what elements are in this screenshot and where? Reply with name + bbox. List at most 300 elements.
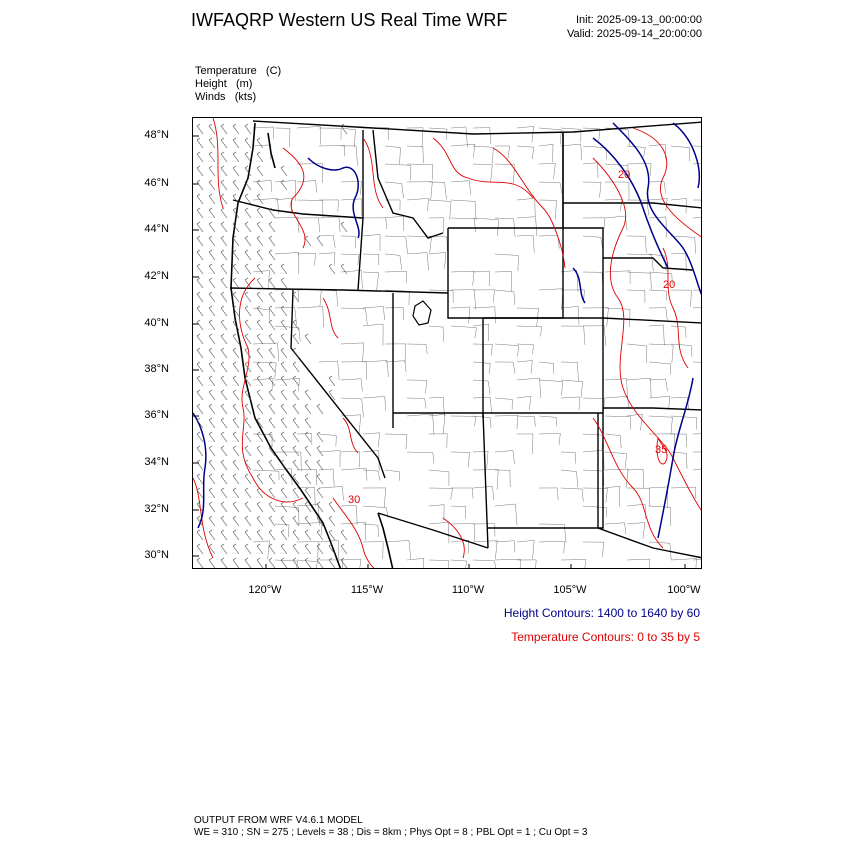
- wind-barb: [305, 418, 311, 428]
- county-line: [429, 560, 449, 569]
- wind-barb: [245, 194, 251, 204]
- lat-label: 38°N: [144, 363, 169, 375]
- county-line: [495, 415, 518, 429]
- wind-barb: [197, 348, 203, 358]
- county-line: [451, 452, 470, 467]
- wind-barb: [197, 292, 203, 302]
- wind-barb: [221, 124, 227, 134]
- wind-barb: [209, 306, 215, 316]
- wind-barb: [269, 516, 275, 526]
- wind-barb: [257, 152, 263, 162]
- wind-barb: [209, 250, 215, 260]
- county-line: [253, 271, 270, 290]
- wind-barb: [233, 250, 239, 260]
- wind-barb: [281, 292, 287, 302]
- wind-barb: [269, 446, 275, 456]
- county-line: [583, 146, 607, 159]
- county-line: [473, 380, 490, 395]
- init-time: Init: 2025-09-13_00:00:00: [576, 14, 702, 26]
- wind-barb: [317, 488, 323, 498]
- wind-barb: [281, 558, 287, 568]
- wind-barb: [221, 320, 227, 330]
- county-line: [473, 486, 494, 500]
- wind-barb: [329, 390, 335, 400]
- wind-barb: [317, 502, 323, 512]
- wind-barb: [293, 516, 299, 526]
- wind-barb: [293, 488, 299, 498]
- wind-barb: [233, 460, 239, 470]
- wind-barb: [281, 446, 287, 456]
- wind-barb: [209, 208, 215, 218]
- county-line: [363, 470, 380, 481]
- county-line: [649, 144, 666, 159]
- county-line: [627, 559, 650, 569]
- frame-ticks: [193, 136, 685, 569]
- wind-barb: [269, 348, 275, 358]
- wind-barb: [197, 404, 203, 414]
- wind-barb: [257, 488, 263, 498]
- county-line: [583, 218, 605, 229]
- county-line: [517, 540, 534, 559]
- wind-barb: [233, 348, 239, 358]
- county-line: [385, 236, 408, 253]
- wind-barb: [245, 544, 251, 554]
- wind-barb: [329, 558, 335, 568]
- county-line: [605, 199, 622, 211]
- wind-barb: [305, 558, 311, 568]
- wind-barb: [281, 334, 287, 344]
- wind-barb: [269, 306, 275, 316]
- wind-barb: [245, 152, 251, 162]
- county-line: [451, 144, 475, 158]
- wind-barb: [281, 166, 287, 176]
- county-line: [627, 469, 644, 488]
- county-line: [473, 324, 489, 341]
- wind-barb: [257, 516, 263, 526]
- wind-barb: [257, 320, 263, 330]
- wind-barb: [245, 446, 251, 456]
- county-line: [605, 182, 629, 199]
- wind-barb: [257, 222, 263, 232]
- county-line: [407, 380, 427, 394]
- wind-barb: [281, 460, 287, 470]
- wind-barb: [209, 432, 215, 442]
- lat-label: 46°N: [144, 177, 169, 189]
- county-line: [297, 126, 320, 144]
- county-line: [341, 343, 364, 362]
- wind-barb: [233, 264, 239, 274]
- county-line: [451, 506, 466, 518]
- county-line: [429, 218, 444, 233]
- county-line: [671, 559, 697, 569]
- county-line: [429, 200, 451, 220]
- county-line: [561, 470, 578, 487]
- county-line: [363, 524, 379, 537]
- wind-barb: [281, 362, 287, 372]
- county-line: [495, 541, 514, 552]
- wind-barb: [329, 264, 335, 274]
- temperature-contour-info: Temperature Contours: 0 to 35 by 5: [511, 630, 700, 644]
- county-line: [649, 362, 671, 374]
- field-height: Height (m): [195, 78, 253, 90]
- wind-barb: [269, 222, 275, 232]
- wind-barb: [233, 152, 239, 162]
- wind-barb: [233, 166, 239, 176]
- county-line: [495, 504, 517, 525]
- county-line: [583, 450, 604, 470]
- county-line: [649, 344, 673, 363]
- wind-barb: [281, 278, 287, 288]
- wind-barb: [209, 558, 215, 568]
- county-line: [363, 361, 389, 377]
- county-line: [671, 487, 696, 498]
- wind-barb: [269, 320, 275, 330]
- wind-barb: [209, 278, 215, 288]
- wind-barb: [269, 502, 275, 512]
- wind-barb: [221, 446, 227, 456]
- county-line: [627, 272, 651, 290]
- wind-barb: [281, 264, 287, 274]
- county-line: [473, 290, 494, 303]
- county-line: [407, 198, 428, 211]
- wind-barb: [197, 208, 203, 218]
- wind-barb: [209, 236, 215, 246]
- wind-barb: [317, 236, 323, 246]
- county-line: [429, 326, 444, 342]
- state-boundaries: [230, 121, 702, 558]
- county-line: [319, 253, 335, 266]
- wind-barb: [293, 460, 299, 470]
- wind-barb: [317, 530, 323, 540]
- wind-barb: [245, 488, 251, 498]
- wind-barb: [257, 306, 263, 316]
- county-line: [649, 325, 664, 345]
- county-line: [561, 560, 586, 569]
- county-line: [671, 146, 690, 161]
- wind-barb: [269, 418, 275, 428]
- county-line: [605, 396, 629, 409]
- wind-barb: [197, 446, 203, 456]
- wind-barb: [257, 362, 263, 372]
- wind-barb: [293, 446, 299, 456]
- county-line: [297, 289, 321, 306]
- county-line: [451, 290, 476, 310]
- wind-barb: [245, 222, 251, 232]
- wind-barb: [293, 390, 299, 400]
- wind-barb: [245, 404, 251, 414]
- wind-barb: [269, 558, 275, 568]
- wind-barb: [281, 390, 287, 400]
- wind-barb: [245, 306, 251, 316]
- wind-barb: [257, 530, 263, 540]
- wind-barb: [269, 390, 275, 400]
- wind-barb: [305, 530, 311, 540]
- county-line: [495, 559, 520, 569]
- county-line: [561, 362, 578, 381]
- wind-barb: [281, 376, 287, 386]
- county-line: [517, 360, 532, 373]
- county-line: [693, 306, 702, 321]
- wind-barb: [233, 390, 239, 400]
- county-line: [671, 434, 687, 447]
- county-line: [649, 182, 666, 194]
- county-line: [363, 433, 380, 448]
- model-info: OUTPUT FROM WRF V4.6.1 MODEL: [194, 815, 363, 826]
- county-line: [363, 254, 379, 265]
- county-line: [539, 433, 560, 444]
- county-line: [363, 324, 383, 346]
- county-line: [605, 379, 628, 398]
- wind-barb: [209, 488, 215, 498]
- county-line: [451, 271, 474, 285]
- county-line: [407, 182, 432, 200]
- county-line: [253, 362, 276, 379]
- county-line: [583, 163, 598, 178]
- county-line: [363, 128, 389, 140]
- lat-label: 44°N: [144, 223, 169, 235]
- county-line: [495, 254, 518, 271]
- county-line: [561, 306, 579, 324]
- county-line: [319, 235, 335, 248]
- county-line: [539, 289, 563, 310]
- wind-barb: [269, 250, 275, 260]
- county-line: [605, 416, 630, 430]
- wind-barb: [209, 544, 215, 554]
- county-line: [627, 414, 642, 430]
- wind-barb: [281, 320, 287, 330]
- wind-barb: [293, 334, 299, 344]
- county-line: [539, 416, 557, 426]
- county-line: [319, 128, 341, 140]
- county-line: [319, 361, 339, 380]
- county-line: [407, 344, 427, 354]
- wind-barb: [197, 460, 203, 470]
- lon-label: 100°W: [667, 584, 701, 596]
- wind-barb: [233, 404, 239, 414]
- county-line: [627, 488, 650, 507]
- county-line: [297, 181, 317, 193]
- wind-barb: [257, 502, 263, 512]
- height-contour-info: Height Contours: 1400 to 1640 by 60: [503, 606, 700, 620]
- county-line: [429, 236, 447, 251]
- wind-barb: [221, 166, 227, 176]
- wind-barb: [257, 460, 263, 470]
- wind-barb: [221, 208, 227, 218]
- county-line: [495, 271, 512, 291]
- county-line: [341, 254, 359, 265]
- county-line: [363, 506, 388, 518]
- county-line: [451, 416, 476, 426]
- wind-barb: [257, 474, 263, 484]
- county-line: [429, 470, 449, 486]
- wind-barb: [221, 390, 227, 400]
- lon-label: 115°W: [350, 584, 384, 596]
- wind-barb: [221, 250, 227, 260]
- wind-barb: [209, 222, 215, 232]
- county-line: [451, 127, 467, 147]
- county-line: [451, 326, 477, 338]
- wind-barb: [257, 264, 263, 274]
- county-line: [407, 414, 434, 435]
- county-line: [605, 523, 626, 535]
- county-line: [341, 451, 359, 467]
- county-line: [341, 128, 356, 147]
- county-line: [605, 308, 630, 327]
- wind-barb: [245, 432, 251, 442]
- county-line: [385, 164, 411, 180]
- wind-barb: [257, 348, 263, 358]
- wind-barb: [233, 138, 239, 148]
- county-line: [429, 434, 447, 449]
- county-line: [473, 541, 497, 559]
- wind-barb: [209, 446, 215, 456]
- wind-barb: [257, 208, 263, 218]
- county-line: [539, 488, 558, 500]
- county-line: [341, 362, 366, 380]
- wind-barb: [221, 222, 227, 232]
- county-line: [385, 470, 400, 481]
- county-line: [363, 218, 387, 229]
- county-line: [451, 218, 475, 232]
- wind-barb: [269, 292, 275, 302]
- county-line: [341, 236, 356, 248]
- wind-barb: [245, 236, 251, 246]
- county-line: [583, 182, 601, 198]
- wind-barb: [209, 180, 215, 190]
- wind-barb: [209, 390, 215, 400]
- wind-barb: [269, 544, 275, 554]
- wind-barb: [293, 530, 299, 540]
- county-line: [275, 252, 298, 273]
- wind-barb: [293, 404, 299, 414]
- wind-barb: [233, 362, 239, 372]
- wind-barb: [329, 376, 335, 386]
- lat-label: 40°N: [144, 317, 169, 329]
- wind-barb: [197, 250, 203, 260]
- wind-barb: [209, 166, 215, 176]
- wind-barb: [341, 544, 347, 554]
- county-line: [429, 488, 453, 500]
- county-line: [649, 379, 668, 391]
- wind-barb: [221, 460, 227, 470]
- valid-time: Valid: 2025-09-14_20:00:00: [567, 28, 702, 40]
- wind-barb: [209, 418, 215, 428]
- county-line: [363, 272, 379, 290]
- wind-barb: [281, 530, 287, 540]
- county-line: [363, 396, 386, 410]
- wind-barb: [221, 264, 227, 274]
- county-line: [297, 560, 317, 569]
- county-line: [539, 182, 562, 193]
- wind-barb: [281, 404, 287, 414]
- wind-barb: [233, 544, 239, 554]
- county-line: [627, 254, 653, 271]
- wind-barb: [197, 124, 203, 134]
- county-line: [253, 541, 269, 559]
- wind-barb: [269, 474, 275, 484]
- county-line: [517, 434, 533, 454]
- wind-barb: [221, 152, 227, 162]
- wind-barb: [221, 278, 227, 288]
- wind-barb: [197, 390, 203, 400]
- wind-barb: [197, 334, 203, 344]
- county-line: [275, 326, 300, 342]
- wind-barb: [257, 432, 263, 442]
- field-temperature: Temperature (C): [195, 65, 282, 77]
- wind-barb: [257, 334, 263, 344]
- wind-barb: [317, 558, 323, 568]
- county-line: [319, 486, 343, 500]
- county-line: [539, 144, 553, 162]
- county-line: [385, 271, 406, 283]
- wind-barb: [281, 502, 287, 512]
- county-line: [363, 450, 379, 470]
- county-line: [451, 488, 473, 499]
- wind-barb: [233, 124, 239, 134]
- wind-barb: [281, 432, 287, 442]
- wind-barb: [281, 348, 287, 358]
- wind-barb: [221, 138, 227, 148]
- wind-barb: [221, 334, 227, 344]
- county-line: [495, 362, 515, 373]
- county-line: [429, 128, 447, 140]
- wind-barb: [281, 418, 287, 428]
- county-line: [385, 307, 403, 320]
- wind-barb: [233, 278, 239, 288]
- wind-barb: [293, 348, 299, 358]
- wind-barb: [209, 264, 215, 274]
- wind-barb: [257, 558, 263, 568]
- wind-barb: [317, 404, 323, 414]
- wind-barb: [245, 516, 251, 526]
- county-line: [341, 522, 366, 540]
- county-line: [341, 146, 358, 166]
- county-line: [583, 434, 603, 450]
- county-line: [517, 217, 537, 236]
- wind-barb: [209, 362, 215, 372]
- county-line: [473, 128, 491, 144]
- wind-barb: [269, 236, 275, 246]
- wind-barb: [305, 334, 311, 344]
- wind-barb: [197, 306, 203, 316]
- wind-barb: [233, 530, 239, 540]
- county-line: [275, 289, 298, 300]
- wind-barb: [221, 306, 227, 316]
- wind-barb: [233, 418, 239, 428]
- wind-barb: [269, 404, 275, 414]
- wind-barb: [209, 404, 215, 414]
- county-line: [473, 218, 499, 236]
- county-boundaries: [253, 126, 702, 569]
- county-line: [517, 235, 534, 253]
- great-salt-lake: [413, 301, 431, 325]
- county-line: [451, 560, 467, 569]
- wind-barb: [221, 474, 227, 484]
- wind-barb: [245, 124, 251, 134]
- wind-barb: [305, 474, 311, 484]
- wind-barb: [341, 222, 347, 232]
- wind-barb: [197, 544, 203, 554]
- wind-barb: [245, 292, 251, 302]
- county-line: [253, 127, 274, 139]
- wind-barb: [209, 124, 215, 134]
- county-line: [649, 506, 671, 526]
- county-line: [429, 522, 449, 543]
- county-line: [429, 414, 445, 434]
- county-line: [583, 488, 607, 503]
- wind-barb: [305, 460, 311, 470]
- wind-barb: [269, 362, 275, 372]
